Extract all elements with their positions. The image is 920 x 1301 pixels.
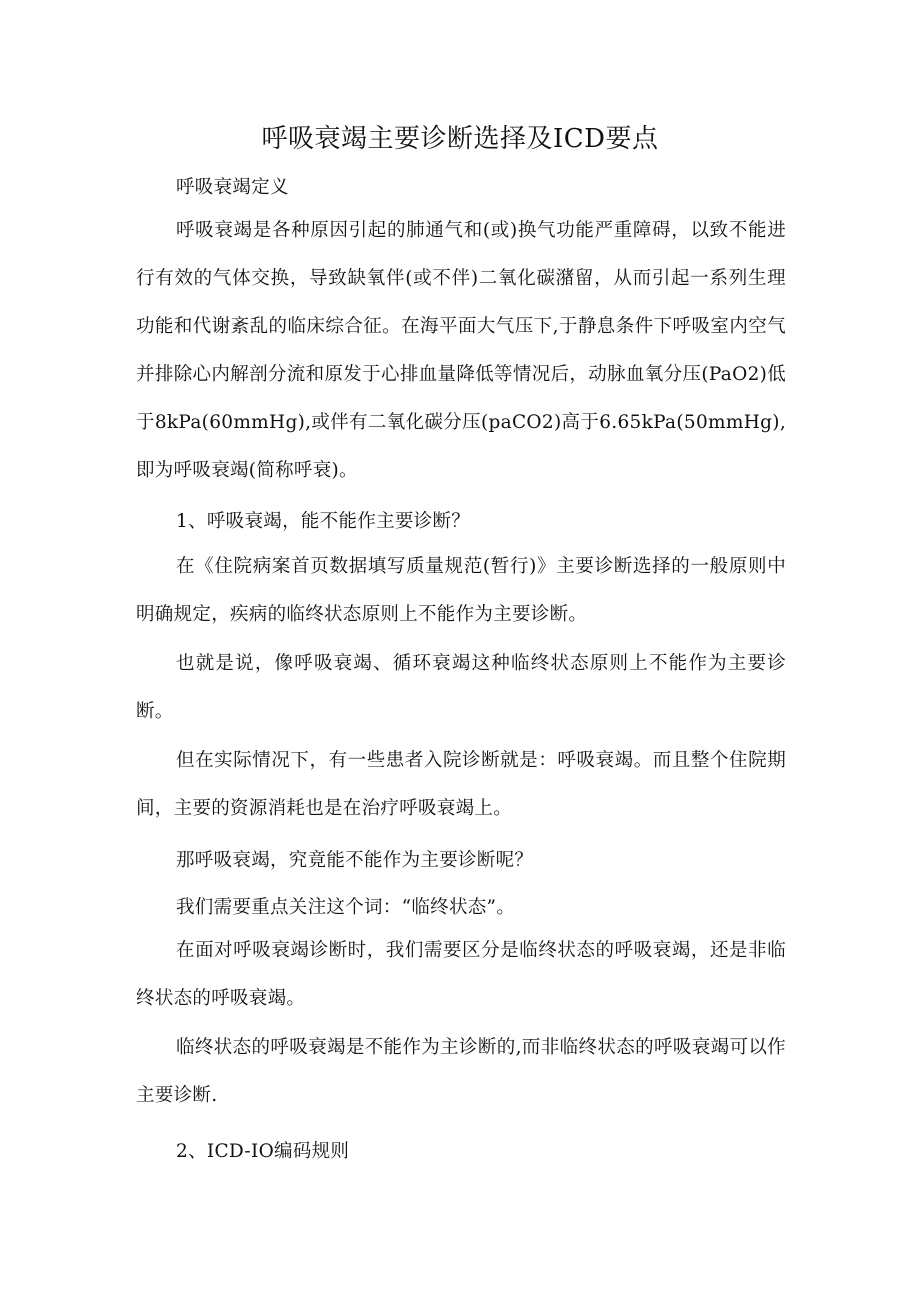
question2-heading: 2、ICD-IO编码规则 bbox=[176, 1141, 350, 1162]
distinguish-paragraph: 在面对呼吸衰竭诊断时，我们需要区分是临终状态的呼吸衰竭，还是非临终状态的呼吸衰竭。 bbox=[136, 940, 786, 1009]
meaning-paragraph: 也就是说，像呼吸衰竭、循环衰竭这种临终状态原则上不能作为主要诊断。 bbox=[136, 653, 786, 722]
document-title: 呼吸衰竭主要诊断选择及ICD要点 bbox=[261, 124, 659, 154]
question-paragraph: 那呼吸衰竭，究竟能不能作为主要诊断呢？ bbox=[176, 850, 534, 871]
question1-heading: 1、呼吸衰竭，能不能作主要诊断？ bbox=[176, 511, 471, 532]
focus-paragraph: 我们需要重点关注这个词：“临终状态”。 bbox=[176, 897, 516, 918]
definition-paragraph: 呼吸衰竭是各种原因引起的肺通气和(或)换气功能严重障碍，以致不能进行有效的气体交换，导致缺氧伴(或不伴)二氧化碳潴留，从而引起一系列生理功能和代谢紊乱的临床综合征。在海平面大气压下,于静息条件下呼吸室内空气并排除心内解剖分流和原发于心排血量降低等情况后，动脉血氧分压(PaO2)低于8kPa(60mmHg),或伴有二氧化碳分压(paCO2)高于6.65kPa(50mmHg),即为呼吸衰竭(简称呼衰)。 bbox=[136, 220, 786, 481]
conclusion-paragraph: 临终状态的呼吸衰竭是不能作为主诊断的,而非临终状态的呼吸衰竭可以作主要诊断. bbox=[136, 1037, 786, 1106]
actual-paragraph: 但在实际情况下，有一些患者入院诊断就是：呼吸衰竭。而且整个住院期间，主要的资源消耗也是在治疗呼吸衰竭上。 bbox=[136, 750, 786, 819]
rule-paragraph: 在《住院病案首页数据填写质量规范(暂行)》主要诊断选择的一般原则中明确规定，疾病的临终状态原则上不能作为主要诊断。 bbox=[136, 556, 786, 625]
definition-heading: 呼吸衰竭定义 bbox=[176, 177, 289, 198]
